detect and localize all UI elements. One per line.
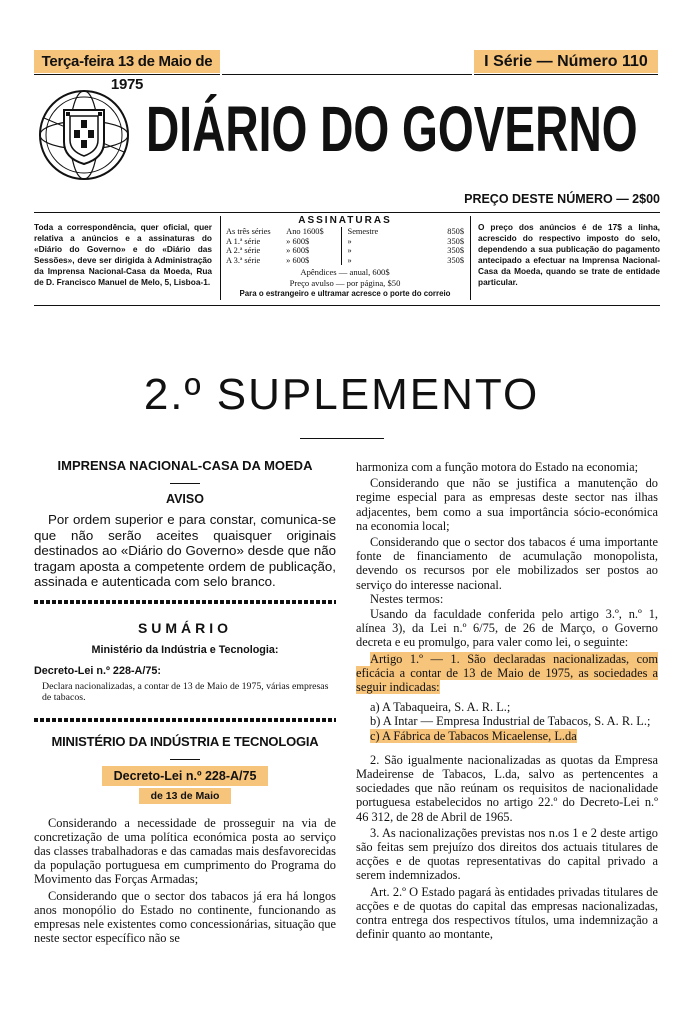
subscription-row [226,256,464,266]
subscriptions-table [226,227,464,265]
subscription-cell: 350$ [447,236,464,246]
right-column [356,460,658,942]
issue-series: I Série — Número 110 [474,50,658,73]
article-1: Artigo 1.º — 1. São declaradas nacionalizadas, com eficácia a contar de 13 de Maio de 1975, as sociedades a seguir indicadas: [356,651,658,695]
single-copy-price: Preço avulso — por página, $50 [289,277,401,288]
paragraph: harmoniza com a função motora do Estado na economia; [356,460,639,474]
list-item: a) A Tabaqueira, S. A. R. L.; [370,700,511,715]
subscription-cell: 850$ [447,227,464,236]
summary-heading: SUMÁRIO [137,619,233,636]
subscriptions-box [226,215,464,298]
paragraph: Considerando a necessidade de prosseguir na via de concretização de uma política económica posta ao serviço das classes trabalhadoras e das camadas mais desfavorecidas da população portuguesa em cumprimento do Programa do Movimento das Forças Armadas; [34,815,336,887]
subscription-cell: 350$ [447,255,464,265]
info-bottom-rule [34,305,660,306]
header-rule [222,74,472,75]
subscription-cell: » 600$ [286,246,341,256]
left-column [34,458,336,945]
notice-heading: AVISO [166,492,204,506]
decree-date: de 13 de Maio [139,788,232,804]
header-rule-left [34,74,220,75]
info-divider-right [470,216,471,300]
paragraph: Considerando que o sector dos tabacos é uma importante fonte de financiamento de acumulação monopolista, devendo os recursos por ele mobilizados ser postos ao serviço do interesse nacional. [356,535,658,592]
dotted-divider-2 [34,718,336,722]
subscription-cell: A 3.ª série [226,255,261,265]
subscription-cell: A 1.ª série [226,236,261,246]
inc-heading: IMPRENSA NACIONAL-CASA DA MOEDA [57,458,313,473]
correspondence-notice: Toda a correspondência, quer oficial, quer relativa a anúncios e a assinaturas do «Diário do Governo» e do «Diário das Sessões», deve ser dirigida à Administração da Imprensa Nacional-Casa da Moeda, Rua de D. Francisco Manuel de Melo, 5, Lisboa-1. [34,222,212,287]
abroad-postage-note: Para o estrangeiro e ultramar acresce o porte do correio [239,289,451,299]
paragraph: Usando da faculdade conferida pelo artigo 3.º, n.º 1, alínea 3), da Lei n.º 6/75, de 26 de Março, o Governo decreta e eu promulgo, para valer como lei, o seguinte: [356,607,658,650]
subscription-cell: » [347,246,352,256]
coat-of-arms-emblem [34,88,134,182]
supplement-heading: 2.º SUPLEMENTO [143,370,540,419]
subscription-cell: A 2.ª série [226,246,261,256]
info-top-rule [34,212,660,213]
info-divider-left [220,216,221,300]
subscription-row [226,227,464,237]
list-item: c) A Fábrica de Tabacos Micaelense, L.da [370,728,577,743]
ministry-heading: MINISTÉRIO DA INDÚSTRIA E TECNOLOGIA [51,733,319,749]
subscription-cell: Semestre [347,227,379,236]
paragraph: Nestes termos: [370,591,444,606]
subscription-cell: » [347,236,352,246]
short-rule [170,483,200,484]
subscription-cell: Ano 1600$ [286,227,341,237]
supplement-rule [300,438,384,439]
subscription-cell: » 600$ [286,237,341,247]
paragraph: Considerando que o sector dos tabacos já era há longos anos monopólio do Estado no continente, funcionando as empresas nele existentes como concessionárias, situação que neste sector específico não se [34,888,336,946]
paragraph: 2. São igualmente nacionalizadas as quotas da Empresa Madeirense de Tabacos, L.da, salvo as pertencentes a sociedades que não reúnam os requisitos de nacionalidade portuguesa estabelecidos no artigo 22.º do Decreto-Lei n.º 46 312, de 28 de Abril de 1965. [356,752,658,824]
dotted-divider [34,600,336,604]
subscription-row [226,237,464,247]
paragraph: 3. As nacionalizações previstas nos n.os 1 e 2 deste artigo são feitas sem prejuízo dos direitos dos actuais titulares de acções e de quotas representativas do capital privado a serem indemnizados. [356,825,658,883]
newspaper-title: DIÁRIO DO GOVERNO [146,93,638,165]
issue-price: PREÇO DESTE NÚMERO — 2$00 [464,192,660,206]
decree-title: Decreto-Lei n.º 228-A/75 [102,766,269,786]
paragraph: Considerando que não se justifica a manutenção do regime especial para as empresas deste sector nas ilhas adjacentes, bem como a sua importância sócio-económica na economia local; [356,476,658,533]
header-rule-right [474,74,658,75]
issue-date: Terça-feira 13 de Maio de 1975 [34,50,220,73]
subscription-cell: 350$ [447,246,464,256]
list-item: b) A Intar — Empresa Industrial de Tabacos, S. A. R. L.; [370,714,651,729]
summary-decree-description: Declara nacionalizadas, a contar de 13 de Maio de 1975, várias empresas de tabacos. [42,680,329,703]
appendices-price: Apêndices — anual, 600$ [300,267,390,278]
advert-price-notice: O preço dos anúncios é de 17$ a linha, acrescido do respectivo imposto do selo, dependendo a sua publicação do pagamento antecipado a efectuar na Imprensa Nacional-Casa da Moeda, quando se trate de entidade particular. [478,222,660,287]
subscription-row [226,246,464,256]
subscription-cell: » 600$ [286,256,341,266]
short-rule-2 [170,759,200,760]
subscription-cell: As três séries [226,227,271,236]
subscription-cell: » [347,255,352,265]
subscriptions-title: ASSINATURAS [298,215,392,226]
paragraph: Art. 2.º O Estado pagará às entidades privadas titulares de acções e de quotas do capital das empresas nacionalizadas, contra entrega dos respectivos títulos, uma indemnização a definir quanto ao montante, [356,884,658,942]
summary-ministry: Ministério da Indústria e Tecnologia: [91,643,279,656]
notice-text: Por ordem superior e para constar, comunica-se que não serão aceites quaisquer originais destinados ao «Diário do Governo» desde que não tragam aposta a competente ordem de publicação, assinada e autenticada com selo branco. [34,512,336,589]
summary-decree-ref: Decreto-Lei n.º 228-A/75: [34,664,161,677]
